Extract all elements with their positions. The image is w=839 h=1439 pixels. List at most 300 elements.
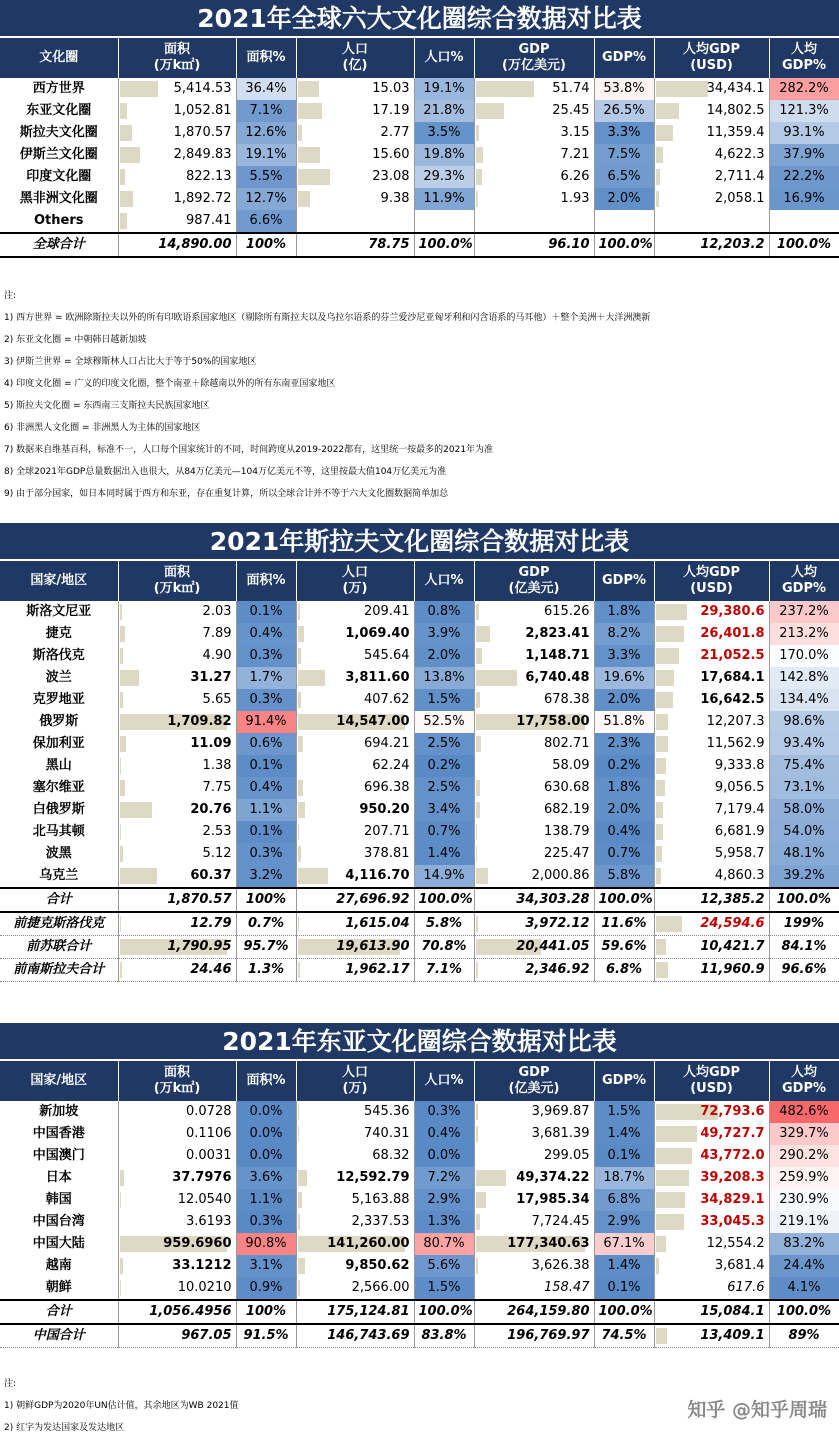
percent-cell — [594, 888, 654, 912]
value-text: 10.0210 — [177, 1280, 232, 1295]
percent-cell — [594, 865, 654, 888]
percent-text: 3.3% — [607, 125, 641, 140]
row-name: 波兰 — [0, 667, 118, 689]
value-cell — [654, 1233, 769, 1255]
column-header: 面积% — [236, 1061, 296, 1101]
value-text: 1,962.17 — [345, 962, 410, 977]
value-cell — [296, 912, 414, 936]
percent-cell — [594, 1277, 654, 1300]
column-header: 人均 GDP% — [769, 1061, 839, 1101]
data-bar — [476, 1214, 480, 1230]
value-cell — [474, 188, 594, 210]
table-row — [0, 733, 839, 755]
percent-text: 199% — [783, 916, 825, 931]
value-text: 24,594.6 — [700, 916, 765, 931]
percent-text: 5.5% — [249, 169, 283, 184]
percent-text: 11.6% — [601, 916, 647, 931]
percent-cell — [594, 1145, 654, 1167]
value-cell — [296, 78, 414, 100]
value-cell — [296, 843, 414, 865]
table-row — [0, 1233, 839, 1255]
percent-cell — [594, 689, 654, 711]
data-bar — [656, 692, 674, 708]
value-cell — [296, 188, 414, 210]
value-cell — [654, 601, 769, 623]
column-header: 人均GDP (USD) — [654, 1061, 769, 1101]
value-text: 20,441.05 — [516, 939, 590, 954]
percent-cell — [236, 188, 296, 210]
data-bar — [120, 1280, 121, 1296]
row-name: 越南 — [0, 1255, 118, 1277]
data-bar — [656, 1192, 685, 1208]
percent-cell — [769, 936, 839, 959]
value-text: 1.93 — [560, 191, 590, 206]
value-cell — [654, 1324, 769, 1348]
value-text: 987.41 — [186, 213, 232, 228]
row-name: 前捷克斯洛伐克 — [0, 912, 118, 936]
percent-text: 24.4% — [783, 1258, 825, 1273]
percent-cell — [594, 799, 654, 821]
value-cell — [118, 1300, 236, 1324]
value-text: 26,401.8 — [700, 626, 765, 641]
percent-cell — [414, 821, 474, 843]
value-text: 7.75 — [202, 780, 232, 795]
value-cell — [118, 733, 236, 755]
percent-text: 6.8% — [607, 1192, 641, 1207]
value-cell — [118, 843, 236, 865]
column-header: 文化圈 — [0, 38, 118, 78]
percent-cell — [594, 233, 654, 257]
value-cell — [118, 1277, 236, 1300]
value-cell — [474, 912, 594, 936]
percent-cell — [414, 667, 474, 689]
percent-text: 329.7% — [779, 1126, 829, 1141]
data-bar — [120, 648, 123, 664]
data-bar — [476, 81, 534, 97]
percent-cell — [769, 122, 839, 144]
percent-cell — [236, 645, 296, 667]
value-text: 2.53 — [202, 824, 232, 839]
percent-cell — [414, 1145, 474, 1167]
percent-text: 29.3% — [423, 169, 465, 184]
data-bar — [656, 1236, 666, 1252]
value-cell — [118, 78, 236, 100]
value-cell — [654, 623, 769, 645]
percent-text: 91.5% — [243, 1328, 289, 1343]
percent-cell — [594, 1189, 654, 1211]
data-bar — [120, 916, 121, 932]
percent-cell — [236, 733, 296, 755]
value-cell — [296, 1233, 414, 1255]
value-cell — [118, 1145, 236, 1167]
value-text: 630.68 — [544, 780, 590, 795]
data-bar — [656, 1214, 684, 1230]
value-cell — [654, 888, 769, 912]
percent-cell — [594, 1324, 654, 1348]
value-text: 27,696.92 — [336, 892, 410, 907]
percent-cell — [236, 601, 296, 623]
percent-text: 7.5% — [607, 147, 641, 162]
data-bar — [476, 824, 477, 840]
value-cell — [654, 122, 769, 144]
data-bar — [476, 780, 480, 796]
value-cell — [474, 78, 594, 100]
percent-text: 0.8% — [427, 604, 461, 619]
value-text: 822.13 — [186, 169, 232, 184]
value-cell — [296, 210, 414, 233]
percent-cell — [594, 733, 654, 755]
percent-cell — [236, 1123, 296, 1145]
percent-text: 2.5% — [427, 736, 461, 751]
value-text: 5,163.88 — [351, 1192, 410, 1207]
percent-text: 0.3% — [249, 1214, 283, 1229]
data-bar — [656, 125, 674, 141]
percent-text: 0.0% — [427, 1148, 461, 1163]
value-cell — [118, 865, 236, 888]
value-text: 2.77 — [380, 125, 410, 140]
row-name: 保加利亚 — [0, 733, 118, 755]
percent-text: 100% — [245, 892, 287, 907]
data-bar — [476, 604, 479, 620]
data-bar — [298, 802, 306, 818]
value-cell — [296, 667, 414, 689]
percent-text: 36.4% — [245, 81, 287, 96]
row-name: 韩国 — [0, 1189, 118, 1211]
percent-cell — [414, 959, 474, 982]
row-name: 黑山 — [0, 755, 118, 777]
table-row — [0, 936, 839, 959]
value-cell — [474, 1277, 594, 1300]
percent-text: 482.6% — [779, 1104, 829, 1119]
value-text: 146,743.69 — [327, 1328, 410, 1343]
percent-text: 290.2% — [779, 1148, 829, 1163]
percent-text: 5.8% — [607, 868, 641, 883]
percent-text: 0.4% — [427, 1126, 461, 1141]
data-bar — [120, 1192, 121, 1208]
column-header: GDP (万亿美元) — [474, 38, 594, 78]
row-name: 乌克兰 — [0, 865, 118, 888]
percent-cell — [769, 78, 839, 100]
data-bar — [298, 1126, 299, 1142]
percent-cell — [414, 1211, 474, 1233]
percent-text: 2.9% — [607, 1214, 641, 1229]
percent-text: 11.9% — [423, 191, 465, 206]
value-text: 23.08 — [372, 169, 410, 184]
value-text: 3.6193 — [186, 1214, 232, 1229]
percent-cell — [236, 1277, 296, 1300]
percent-cell — [236, 912, 296, 936]
value-text: 264,159.80 — [507, 1304, 590, 1319]
percent-text: 89% — [788, 1328, 820, 1343]
percent-cell — [236, 689, 296, 711]
data-bar — [476, 916, 478, 932]
value-cell — [654, 711, 769, 733]
value-cell — [118, 233, 236, 257]
value-cell — [474, 959, 594, 982]
table-row — [0, 755, 839, 777]
value-text: 802.71 — [544, 736, 590, 751]
data-bar — [120, 1170, 124, 1186]
percent-cell — [769, 601, 839, 623]
percent-cell — [594, 623, 654, 645]
percent-text: 37.9% — [783, 147, 825, 162]
value-cell — [296, 711, 414, 733]
value-text: 1,069.40 — [345, 626, 410, 641]
percent-text: 1.4% — [607, 1126, 641, 1141]
percent-text: 1.5% — [427, 1280, 461, 1295]
value-text: 209.41 — [364, 604, 410, 619]
data-bar — [656, 169, 660, 185]
value-text: 1,148.71 — [525, 648, 590, 663]
column-header: 人口% — [414, 561, 474, 601]
value-cell — [654, 1277, 769, 1300]
table-row — [0, 777, 839, 799]
value-cell — [474, 667, 594, 689]
value-cell — [118, 912, 236, 936]
percent-cell — [236, 799, 296, 821]
percent-text: 0.7% — [247, 916, 285, 931]
value-text: 158.47 — [544, 1280, 590, 1295]
data-bar — [656, 191, 659, 207]
value-text: 138.79 — [544, 824, 590, 839]
value-text: 78.75 — [368, 237, 410, 252]
percent-text: 75.4% — [783, 758, 825, 773]
percent-cell — [414, 100, 474, 122]
notes-title: 注: — [4, 1379, 17, 1389]
data-bar — [120, 758, 121, 774]
data-bar — [120, 868, 158, 884]
value-text: 615.26 — [544, 604, 590, 619]
table2-section — [0, 523, 839, 982]
percent-cell — [594, 843, 654, 865]
value-text: 2,346.92 — [525, 962, 590, 977]
percent-cell — [236, 888, 296, 912]
value-cell — [654, 188, 769, 210]
value-text: 7.89 — [202, 626, 232, 641]
row-name: 朝鲜 — [0, 1277, 118, 1300]
data-bar — [476, 962, 478, 978]
data-bar — [120, 962, 122, 978]
value-text: 6,681.9 — [714, 824, 765, 839]
percent-text: 26.5% — [603, 103, 645, 118]
percent-text: 8.2% — [607, 626, 641, 641]
value-cell — [118, 144, 236, 166]
data-bar — [120, 802, 152, 818]
value-cell — [296, 1324, 414, 1348]
data-bar — [476, 1104, 478, 1120]
value-text: 407.62 — [364, 692, 410, 707]
data-bar — [476, 648, 483, 664]
percent-text: 3.2% — [249, 868, 283, 883]
row-name: 波黑 — [0, 843, 118, 865]
percent-text: 6.5% — [607, 169, 641, 184]
value-cell — [654, 843, 769, 865]
percent-cell — [769, 166, 839, 188]
percent-cell — [769, 667, 839, 689]
value-cell — [654, 166, 769, 188]
data-bar — [656, 1148, 693, 1164]
percent-text: 0.7% — [607, 846, 641, 861]
value-text: 3,681.4 — [714, 1258, 765, 1273]
percent-cell — [236, 1101, 296, 1123]
value-cell — [474, 645, 594, 667]
value-text: 177,340.63 — [507, 1236, 590, 1251]
percent-text: 0.9% — [249, 1280, 283, 1295]
value-cell — [118, 799, 236, 821]
value-cell — [118, 210, 236, 233]
value-text: 682.19 — [544, 802, 590, 817]
value-text: 3,811.60 — [345, 670, 410, 685]
percent-text: 80.7% — [423, 1236, 465, 1251]
value-text: 1,870.57 — [173, 125, 232, 140]
data-bar — [298, 1192, 302, 1208]
percent-text: 22.2% — [783, 169, 825, 184]
percent-cell — [769, 888, 839, 912]
column-header: 人均GDP (USD) — [654, 38, 769, 78]
percent-cell — [594, 711, 654, 733]
column-header: GDP% — [594, 1061, 654, 1101]
value-text: 4.90 — [202, 648, 232, 663]
value-cell — [654, 1145, 769, 1167]
percent-cell — [769, 843, 839, 865]
data-bar — [656, 81, 708, 97]
percent-cell — [594, 166, 654, 188]
column-header: 面积% — [236, 38, 296, 78]
percent-text: 1.3% — [427, 1214, 461, 1229]
percent-cell — [236, 777, 296, 799]
column-header: 面积% — [236, 561, 296, 601]
value-cell — [118, 601, 236, 623]
percent-cell — [594, 777, 654, 799]
percent-cell — [414, 799, 474, 821]
value-text: 33,045.3 — [700, 1214, 765, 1229]
data-bar — [120, 81, 159, 97]
value-cell — [474, 1324, 594, 1348]
data-bar — [298, 1170, 308, 1186]
value-text: 34,434.1 — [706, 81, 765, 96]
data-bar — [656, 1258, 659, 1274]
percent-cell — [769, 1324, 839, 1348]
value-text: 1,056.4956 — [149, 1304, 232, 1319]
data-bar — [298, 824, 299, 840]
value-text: 96.10 — [548, 237, 590, 252]
table-row — [0, 843, 839, 865]
percent-cell — [769, 799, 839, 821]
value-text: 1,790.95 — [167, 939, 232, 954]
value-text: 51.74 — [552, 81, 590, 96]
percent-text: 83.2% — [783, 1236, 825, 1251]
percent-text: 2.0% — [607, 191, 641, 206]
value-text: 175,124.81 — [327, 1304, 410, 1319]
row-name: 中国台湾 — [0, 1211, 118, 1233]
value-text: 19,613.90 — [336, 939, 410, 954]
value-cell — [474, 1255, 594, 1277]
percent-cell — [236, 144, 296, 166]
percent-cell — [769, 188, 839, 210]
value-text: 12,203.2 — [700, 237, 765, 252]
value-cell — [118, 1255, 236, 1277]
percent-cell — [769, 711, 839, 733]
value-text: 3,681.39 — [531, 1126, 590, 1141]
value-text: 545.64 — [364, 648, 410, 663]
value-text: 12,592.79 — [336, 1170, 410, 1185]
percent-text: 142.8% — [779, 670, 829, 685]
percent-text: 100% — [245, 1304, 287, 1319]
percent-text: 282.2% — [779, 81, 829, 96]
percent-text: 93.4% — [783, 736, 825, 751]
table-row — [0, 623, 839, 645]
value-text: 15,084.1 — [700, 1304, 765, 1319]
data-bar — [298, 125, 302, 141]
data-bar — [656, 626, 684, 642]
value-text: 62.24 — [372, 758, 410, 773]
data-bar — [656, 846, 662, 862]
percent-text: 51.8% — [603, 714, 645, 729]
percent-text: 0.1% — [249, 604, 283, 619]
note-item: 2) 东亚文化圈 = 中朝韩日越新加坡 — [4, 335, 147, 345]
percent-text: 6.8% — [605, 962, 643, 977]
percent-cell — [236, 210, 296, 233]
row-name: 斯洛文尼亚 — [0, 601, 118, 623]
value-cell — [474, 1300, 594, 1324]
table-row — [0, 233, 839, 257]
row-name: 前南斯拉夫合计 — [0, 959, 118, 982]
data-bar — [120, 604, 122, 620]
percent-text: 2.3% — [607, 736, 641, 751]
percent-text: 100.0% — [598, 892, 653, 907]
table1 — [0, 38, 839, 258]
value-cell — [474, 1101, 594, 1123]
row-name: 俄罗斯 — [0, 711, 118, 733]
percent-text: 100% — [245, 237, 287, 252]
column-header: GDP (亿美元) — [474, 561, 594, 601]
percent-cell — [594, 188, 654, 210]
percent-cell — [594, 122, 654, 144]
percent-cell — [414, 1324, 474, 1348]
value-cell — [118, 1211, 236, 1233]
note-item: 3) 伊斯兰世界 = 全球穆斯林人口占比大于等于50%的国家地区 — [4, 357, 257, 367]
table-row — [0, 865, 839, 888]
value-cell — [118, 959, 236, 982]
row-name: 捷克 — [0, 623, 118, 645]
percent-text: 52.5% — [423, 714, 465, 729]
value-cell — [118, 645, 236, 667]
percent-text: 100.0% — [776, 1304, 832, 1319]
data-bar — [298, 780, 303, 796]
column-header: GDP (亿美元) — [474, 1061, 594, 1101]
note-item: 2) 红字为发达国家及发达地区 — [4, 1423, 125, 1433]
column-header: 国家/地区 — [0, 1061, 118, 1101]
percent-cell — [236, 1211, 296, 1233]
value-cell — [296, 777, 414, 799]
value-cell — [654, 1123, 769, 1145]
percent-text: 12.6% — [245, 125, 287, 140]
header-row — [0, 38, 839, 78]
table-row — [0, 1300, 839, 1324]
percent-cell — [414, 78, 474, 100]
percent-cell — [594, 210, 654, 233]
percent-cell — [769, 1211, 839, 1233]
data-bar — [656, 802, 663, 818]
value-cell — [118, 166, 236, 188]
percent-text: 12.7% — [245, 191, 287, 206]
row-name: 合计 — [0, 1300, 118, 1324]
value-text: 4,116.70 — [345, 868, 410, 883]
percent-cell — [769, 1123, 839, 1145]
value-cell — [296, 959, 414, 982]
value-cell — [474, 1167, 594, 1189]
percent-text: 0.0% — [249, 1104, 283, 1119]
